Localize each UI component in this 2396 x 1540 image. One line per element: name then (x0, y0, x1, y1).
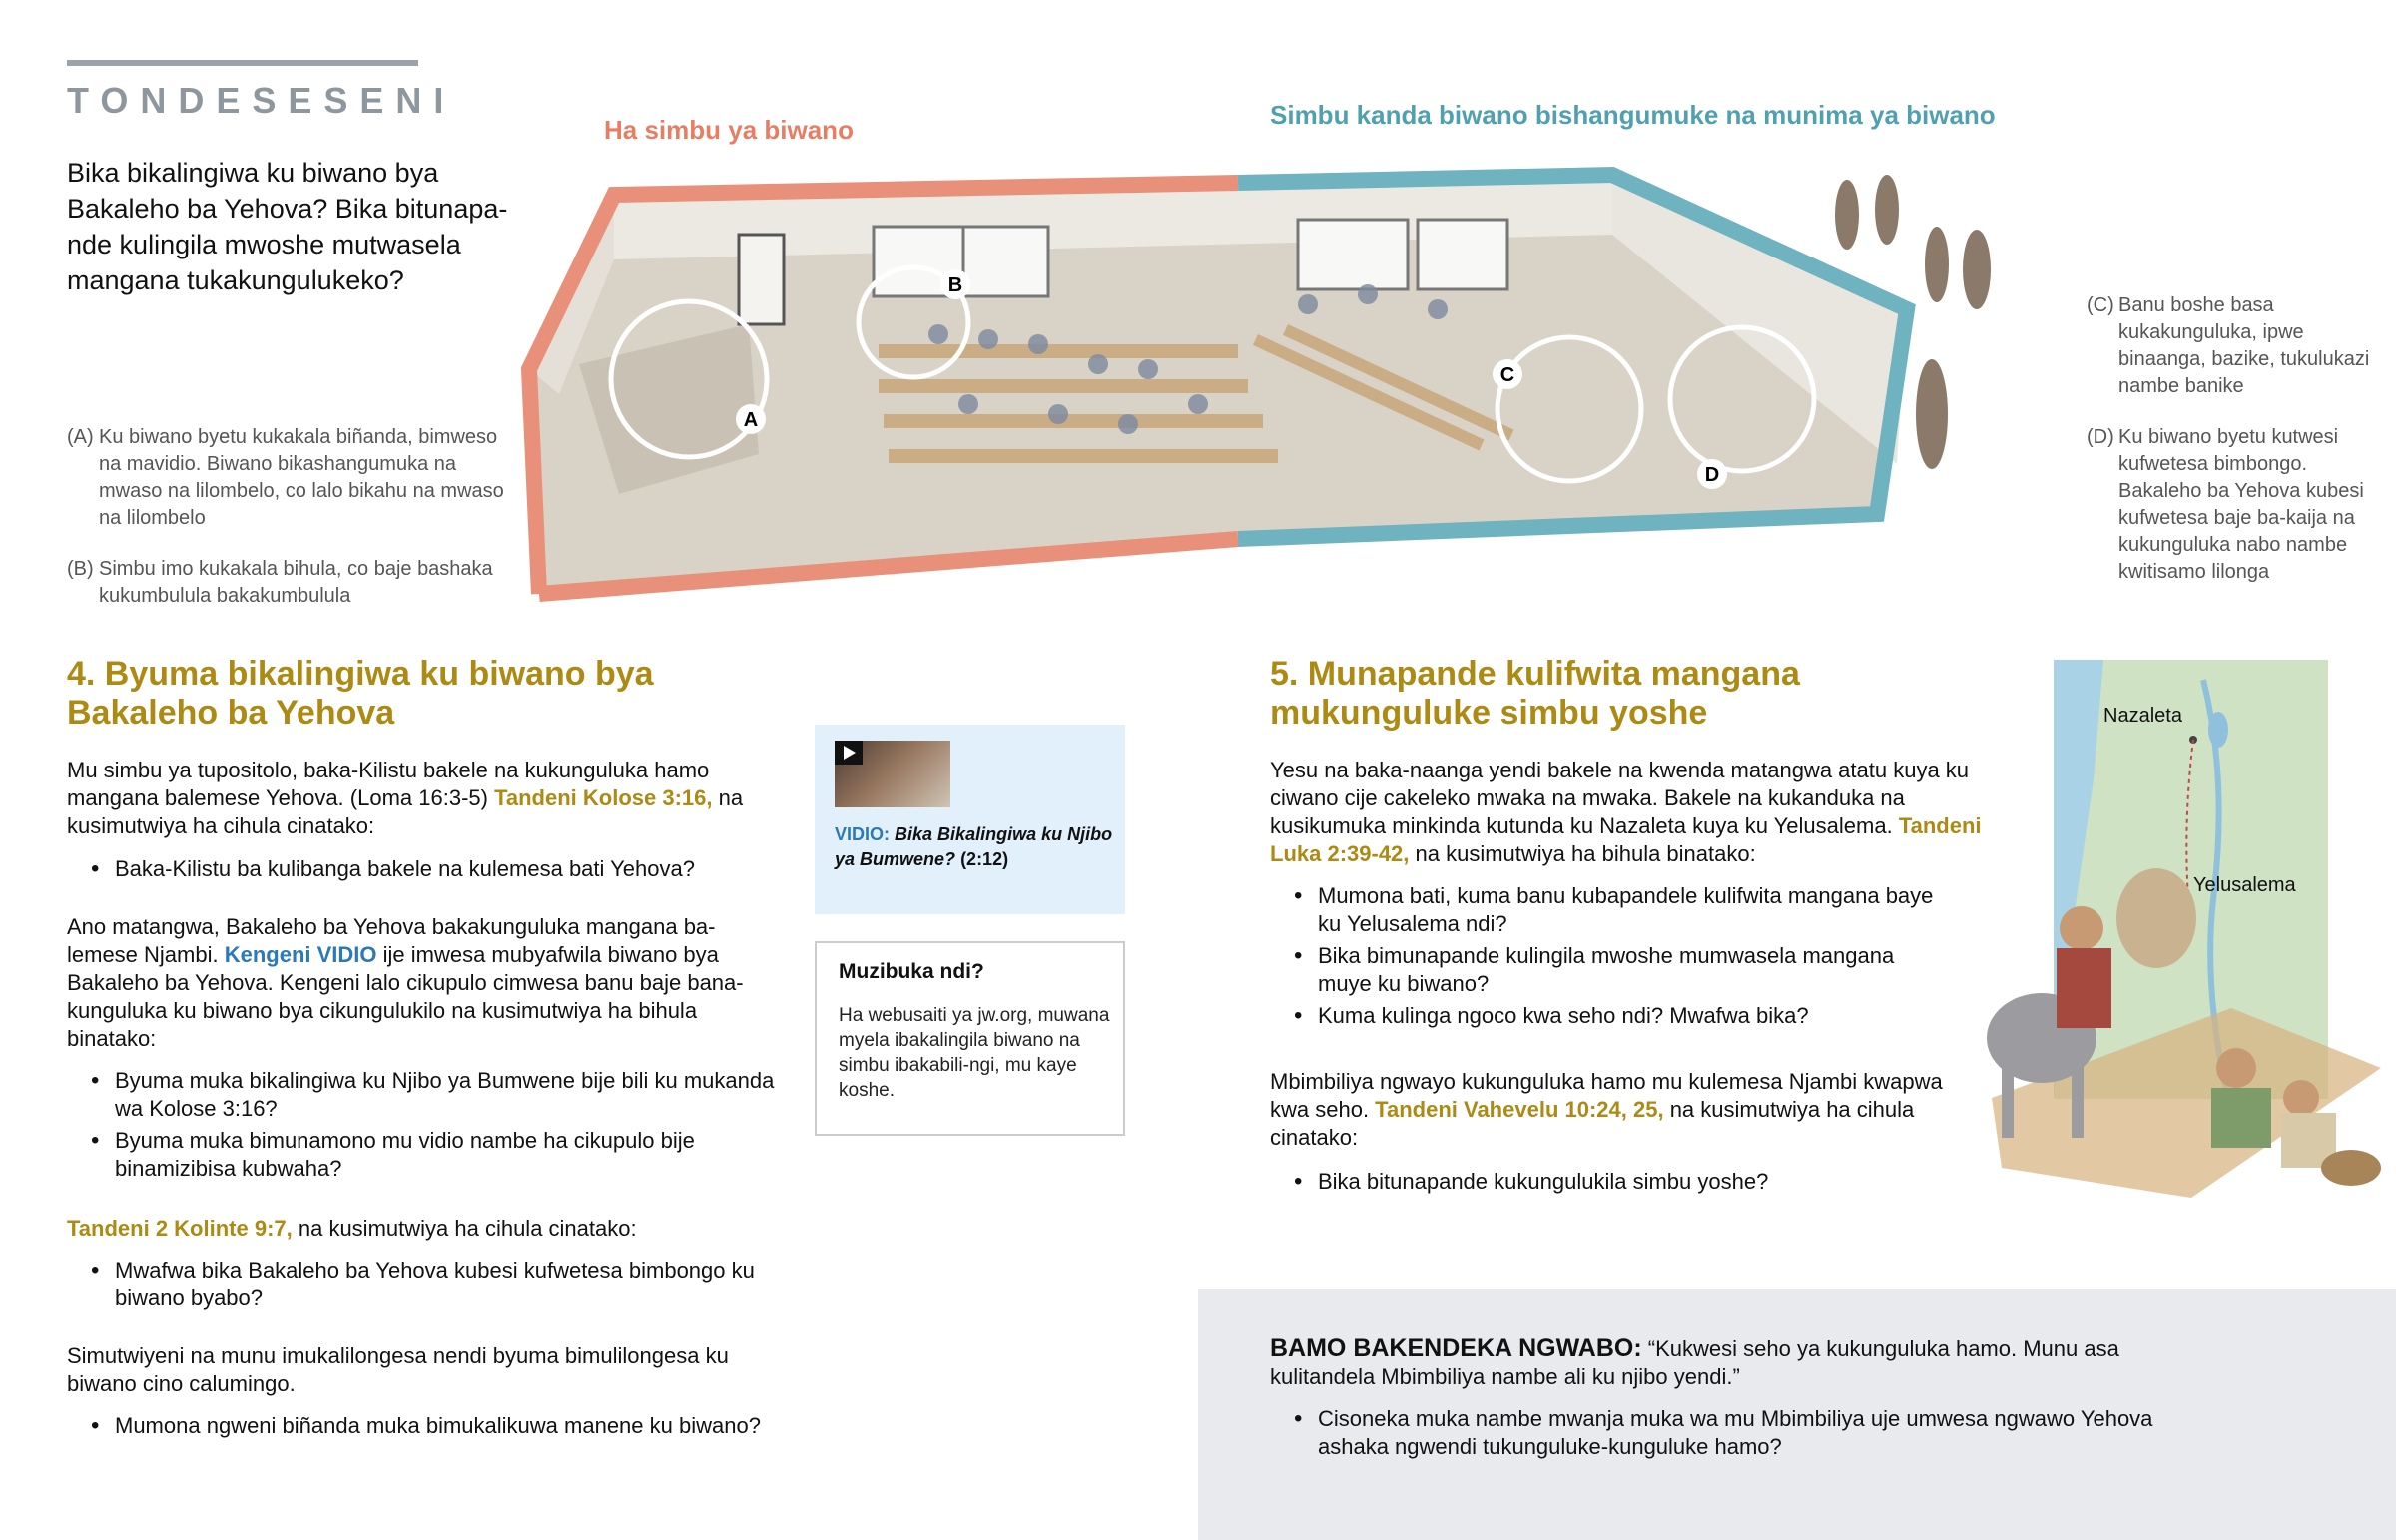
section-4-questions-4 (67, 1412, 786, 1444)
section-5-questions-2 (1270, 1168, 1969, 1200)
section-4-paragraph-2: Ano matangwa, Bakaleho ba Yehova bakakunguluka mangana ba-lemese Njambi. Kengeni VIDIO ije imwesa mubyafwila biwano bya Bakaleho ba Yehova. Kengeni lalo cikupulo cimwesa banu baje bana-kunguluka ku biwano bya cikungulukilo na kusimutwiya ha bihula binatako: (67, 914, 744, 1051)
arriving-people-illustration (1817, 175, 2037, 474)
scripture-link-kolose[interactable]: Tandeni Kolose 3:16, (494, 785, 713, 810)
map-label-yelusalema: Yelusalema (2193, 874, 2296, 896)
question-item: • Mwafwa bika Bakaleho ba Yehova kubesi kufwetesa bimbongo ku biwano byabo? (67, 1257, 786, 1312)
intro-question: Bika bikalingiwa ku biwano bya Bakaleho ba Yehova? Bika bitunapa-nde kulingila mwoshe mutwasela mangana tukakungulukeko? (67, 158, 508, 295)
caption-a: (A) Ku biwano byetu kukakala biñanda, bimweso na mavidio. Biwano bikashangumuka na mwaso na lilombelo, co lalo bikahu na mwaso na lilombelo (67, 426, 504, 529)
label-before-after-meeting: Simbu kanda biwano bishangumuke na munima ya biwano (1270, 100, 1996, 130)
some-people-say: BAMO BAKENDEKA NGWABO: “Kukwesi seho ya kukunguluka hamo. Munu asa kulitandela Mbimbiliya nambe ali ku njibo yendi.” (1270, 1334, 2119, 1389)
header-rule (67, 60, 418, 66)
section-4-paragraph-3: Tandeni 2 Kolinte 9:7, na kusimutwiya ha cihula cinatako: (67, 1216, 637, 1241)
video-link[interactable]: Kengeni VIDIO (224, 942, 377, 967)
section-5-paragraph-2: Mbimbiliya ngwayo kukunguluka hamo mu kulemesa Njambi kwapwa kwa seho. Tandeni Vahevelu 10:24, 25, na kusimutwiya ha cihula cinatako: (1270, 1069, 1943, 1150)
caption-b: (B) Simbu imo kukakala bihula, co baje bashaka kukumbulula bakakumbulula (67, 558, 493, 607)
question-item: • Cisoneka muka nambe mwanja muka wa mu Mbimbiliya uje umwesa ngwawo Yehova ashaka ngwendi tukunguluke-kunguluke hamo? (1270, 1405, 2168, 1461)
caption-c: (C) Banu boshe basa kukakunguluka, ipwe binaanga, bazike, tukulukazi nambe banike (2087, 294, 2370, 397)
question-item: • Mumona ngweni biñanda muka bimukalikuwa manene ku biwano? (67, 1412, 786, 1440)
section-4-title: 4. Byuma bikalingiwa ku biwano bya Bakaleho ba Yehova (67, 655, 654, 732)
scripture-link-luka[interactable]: Tandeni Luka 2:39-42, (1270, 813, 1982, 866)
section-5-paragraph-1: Yesu na baka-naanga yendi bakele na kwenda matangwa atatu kuya ku ciwano cije cakeleko mwaka na mwaka. Bakele na kukanduka na kusikumuka minkinda kutunda ku Nazaleta kuya ku Yelusalema. Tandeni Luka 2:39-42, na kusimutwiya ha bihula binatako: (1270, 758, 1982, 866)
question-item: • Bika bimunapande kulingila mwoshe mumwasela mangana muye ku biwano? (1270, 942, 1949, 998)
discover-title: Muzibuka ndi? (839, 960, 984, 983)
travelers-illustration (1932, 838, 2381, 1238)
scripture-link-2-kolinte[interactable]: Tandeni 2 Kolinte 9:7, (67, 1216, 293, 1241)
discover-text: Ha webusaiti ya jw.org, muwana myela ibakalingila biwano na simbu ibakabili-ngi, mu kaye koshe. (839, 1005, 1110, 1101)
question-item: • Baka-Kilistu ba kulibanga bakele na kulemesa bati Yehova? (67, 855, 786, 883)
kingdom-hall-illustration (519, 165, 1917, 604)
question-item: • Byuma muka bimunamono mu vidio nambe ha cikupulo bije binamizibisa kubwaha? (67, 1127, 786, 1183)
page-title: TONDESESENI (67, 80, 456, 121)
marker-c: C (1499, 364, 1515, 386)
question-item: • Mumona bati, kuma banu kubapandele kulifwita mangana baye ku Yelusalema ndi? (1270, 882, 1949, 938)
panel-questions (1270, 1405, 2168, 1465)
marker-a: A (743, 409, 759, 431)
caption-d: (D) Ku biwano byetu kutwesi kufwetesa bimbongo. Bakaleho ba Yehova kubesi kufwetesa baje ba-kaija na kukunguluka nabo nambe kwitisamo lilonga (2087, 426, 2364, 583)
section-4-questions-3 (67, 1257, 786, 1316)
video-caption[interactable]: VIDIO: Bika Bikalingiwa ku Njibo ya Bumwene? (2:12) (835, 824, 1113, 869)
question-item: • Byuma muka bikalingiwa ku Njibo ya Bumwene bije bili ku mukanda wa Kolose 3:16? (67, 1067, 786, 1123)
section-4-questions-2 (67, 1067, 786, 1187)
section-4-paragraph-1: Mu simbu ya tupositolo, baka-Kilistu bakele na kukunguluka hamo mangana balemese Yehova. (Loma 16:3-5) Tandeni Kolose 3:16, na kusimutwiya ha cihula cinatako: (67, 758, 744, 838)
label-during-meeting: Ha simbu ya biwano (604, 115, 854, 145)
section-5-title: 5. Munapande kulifwita mangana mukunguluke simbu yoshe (1270, 655, 1800, 732)
marker-d: D (1704, 464, 1720, 486)
section-5-questions-1 (1270, 882, 1949, 1034)
question-item: • Kuma kulinga ngoco kwa seho ndi? Mwafwa bika? (1270, 1002, 1949, 1030)
map-label-nazaleta: Nazaleta (2103, 705, 2182, 727)
marker-b: B (947, 274, 963, 296)
question-item: • Bika bitunapande kukungulukila simbu yoshe? (1270, 1168, 1969, 1196)
section-4-questions-1 (67, 855, 786, 887)
play-icon[interactable] (835, 741, 863, 765)
scripture-link-vahevelu[interactable]: Tandeni Vahevelu 10:24, 25, (1375, 1097, 1664, 1122)
section-4-paragraph-4: Simutwiyeni na munu imukalilongesa nendi byuma bimulilongesa ku biwano cino calumingo. (67, 1343, 729, 1396)
